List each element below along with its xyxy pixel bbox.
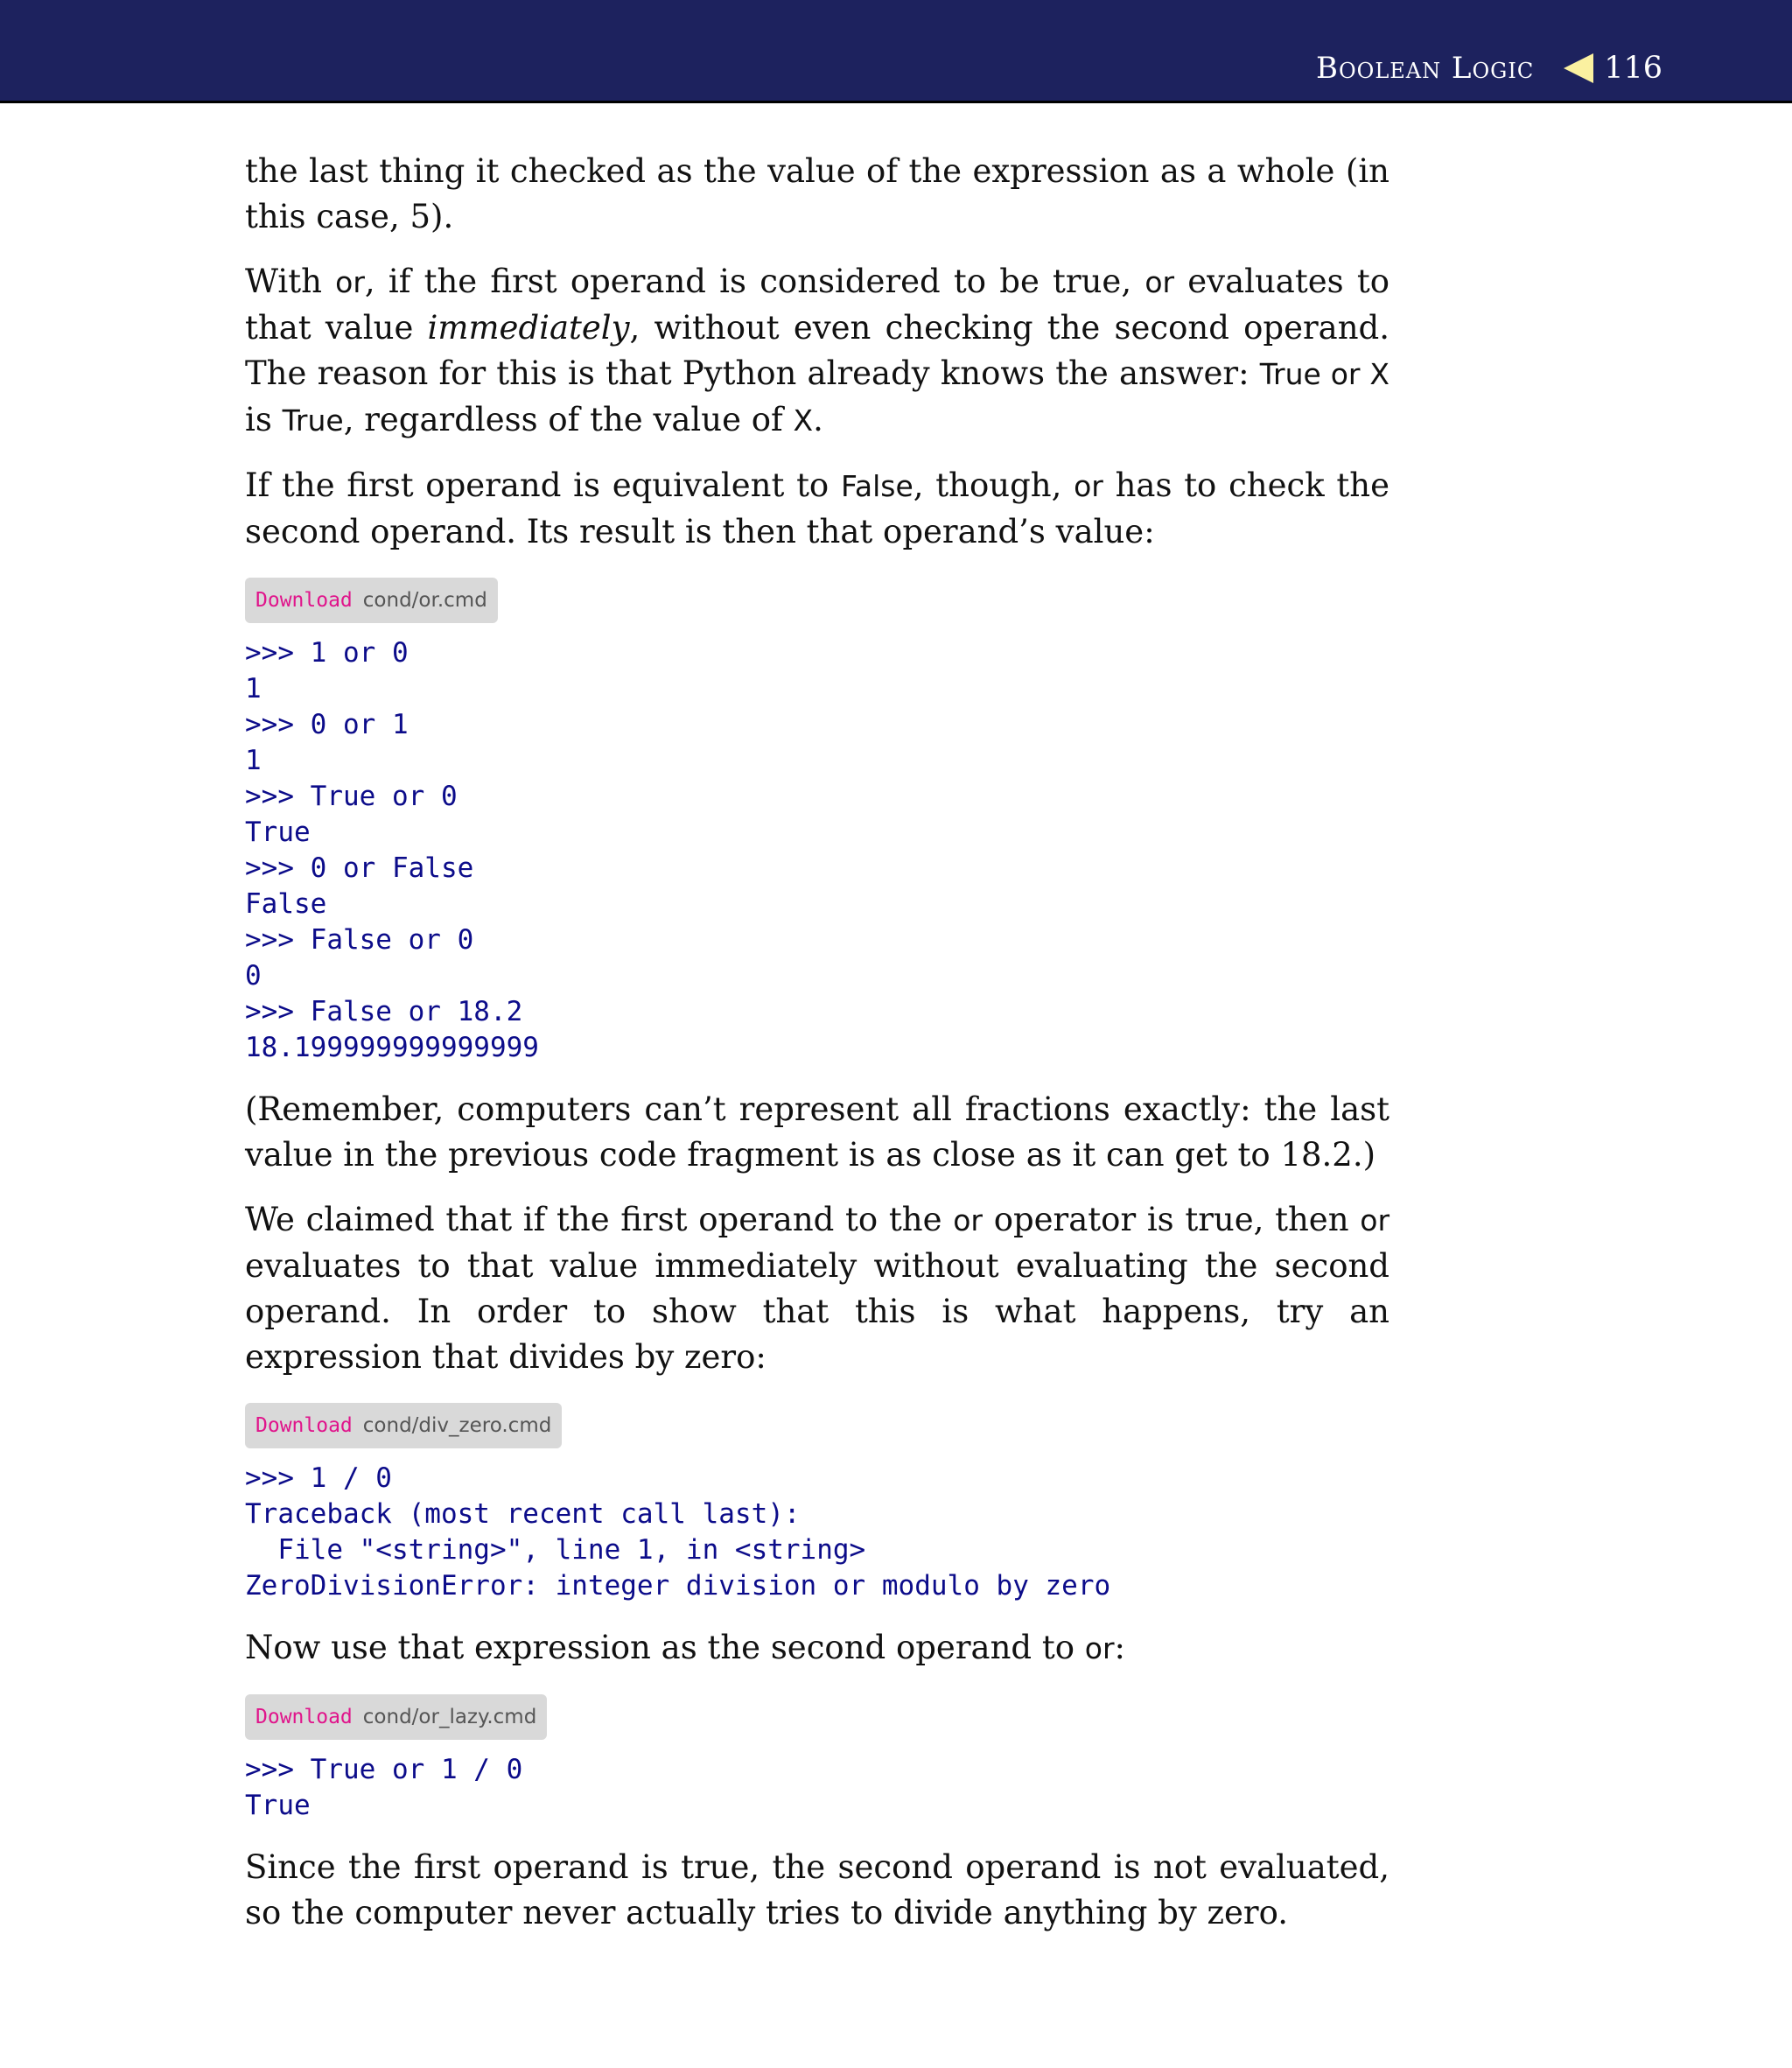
code-line: 0 [245, 960, 262, 992]
code-block-or [245, 635, 1390, 1066]
code-line: False [245, 888, 327, 920]
text-span: We claimed that if the first operand to the [245, 1201, 954, 1238]
download-link[interactable]: Download [256, 589, 353, 612]
code-line: 1 [245, 673, 262, 705]
code-line: 1 [245, 745, 262, 776]
inline-code-or: or [1074, 469, 1103, 503]
inline-code-x: X [793, 403, 814, 438]
text-span: With [245, 263, 336, 300]
download-chip-or-lazy[interactable] [245, 1694, 547, 1740]
code-line: 18.199999999999999 [245, 1032, 539, 1063]
download-chip-div-zero[interactable] [245, 1403, 562, 1448]
download-file-path: cond/or_lazy.cmd [362, 1706, 537, 1728]
emphasis-immediately: immediately [427, 309, 630, 347]
inline-code-or: or [1144, 265, 1175, 299]
code-line: >>> 0 or 1 [245, 709, 409, 740]
text-span: If the first operand is equivalent to [245, 466, 841, 504]
code-line: ZeroDivisionError: integer division or modulo by zero [245, 1570, 1111, 1602]
paragraph-4: (Remember, computers can’t represent all fractions exactly: the last value in the previous code fragment is as close as it can get to 18.2.) [245, 1090, 1390, 1174]
text-span: evaluates to that value [245, 263, 1390, 347]
paragraph-1: the last thing it checked as the value of the expression as a whole (in this case, 5). [245, 152, 1390, 235]
inline-code-or: or [1084, 1631, 1115, 1665]
text-span: has to check the second operand. Its result is then that operand’s value: [245, 466, 1390, 550]
text-span: evaluates to that value immediately without evaluating the second operand. In order to show that this is what happens, try an expression that divides by zero: [245, 1247, 1390, 1376]
section-title: Boolean Logic [1315, 51, 1535, 86]
paragraph-2 [245, 259, 1390, 444]
download-link[interactable]: Download [256, 1414, 353, 1437]
inline-code-true: True [282, 403, 344, 438]
code-block-or-lazy [245, 1752, 1390, 1824]
code-line: >>> False or 0 [245, 924, 474, 956]
code-line: >>> 1 / 0 [245, 1462, 392, 1494]
code-line: File "<string>", line 1, in <string> [245, 1534, 866, 1566]
download-file-path: cond/or.cmd [362, 589, 487, 612]
paragraph-3 [245, 463, 1390, 555]
inline-code-expression: True or X [1259, 357, 1390, 391]
running-head [1316, 51, 1662, 86]
text-span: , if the first operand is considered to be true, [364, 263, 1145, 300]
code-line: >>> False or 18.2 [245, 996, 523, 1027]
code-line: >>> True or 1 / 0 [245, 1754, 523, 1785]
inline-code-or: or [335, 265, 365, 299]
code-line: Traceback (most recent call last): [245, 1498, 801, 1530]
download-chip-or[interactable] [245, 578, 498, 623]
paragraph-6 [245, 1625, 1390, 1672]
text-span: . [813, 401, 823, 438]
inline-code-or: or [953, 1203, 983, 1237]
code-block-div-zero [245, 1461, 1390, 1604]
text-span: , though, [913, 466, 1074, 504]
page-number: 116 [1604, 51, 1662, 86]
download-file-path: cond/div_zero.cmd [362, 1414, 552, 1437]
code-line: True [245, 1790, 311, 1821]
download-link[interactable]: Download [256, 1706, 353, 1728]
code-line: >>> True or 0 [245, 781, 458, 812]
inline-code-or: or [1360, 1203, 1390, 1237]
left-triangle-arrow-icon[interactable] [1564, 53, 1593, 83]
paragraph-5 [245, 1197, 1390, 1380]
text-span: , regardless of the value of [343, 401, 794, 438]
header-band [0, 0, 1792, 103]
text-span: : [1114, 1629, 1125, 1666]
inline-code-false: False [840, 469, 914, 503]
code-line: >>> 0 or False [245, 852, 474, 884]
text-span: is [245, 401, 283, 438]
text-span: operator is true, then [982, 1201, 1361, 1238]
text-span: Now use that expression as the second operand to [245, 1629, 1085, 1666]
page-body [245, 149, 1390, 1955]
paragraph-7: Since the first operand is true, the second operand is not evaluated, so the computer never actually tries to divide anything by zero. [245, 1848, 1390, 1931]
code-line: True [245, 817, 311, 848]
code-line: >>> 1 or 0 [245, 637, 409, 669]
text-span: , without even checking the second operand. The reason for this is that Python already knows the answer: [245, 309, 1390, 392]
